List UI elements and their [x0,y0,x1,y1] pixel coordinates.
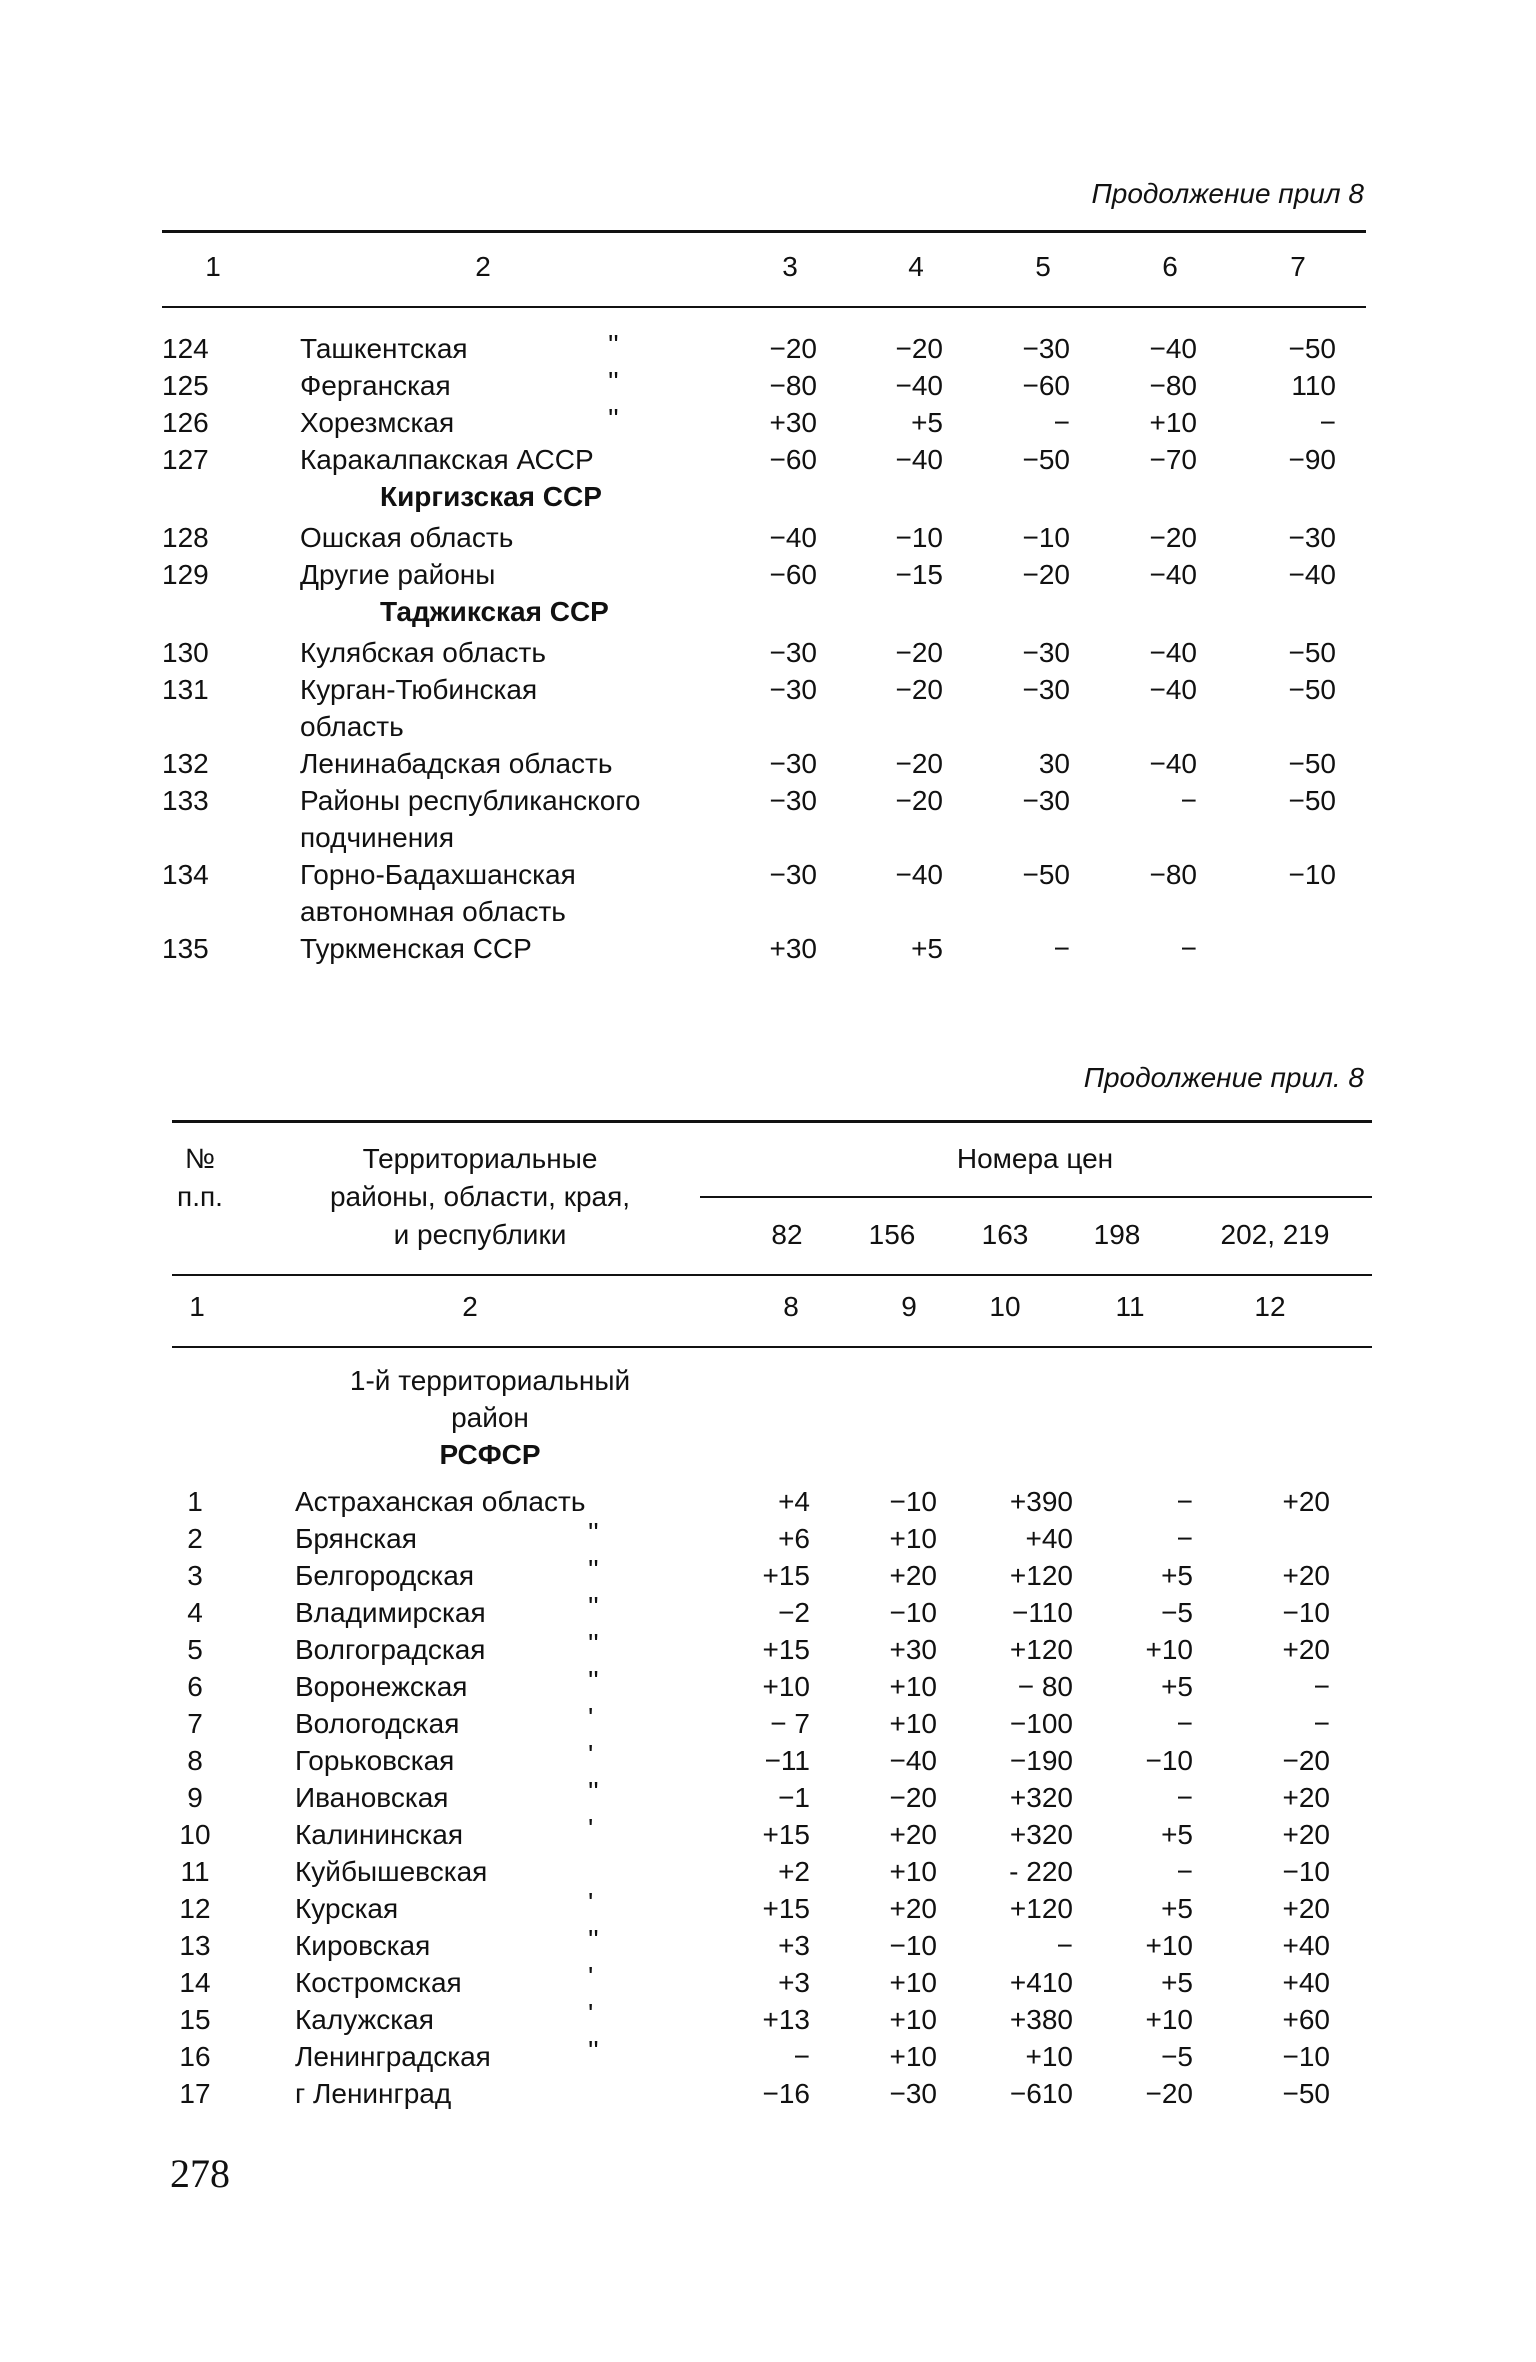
value-cell: −20 [895,333,943,364]
row-number: 12 [179,1893,211,1924]
row-number: 10 [179,1819,211,1850]
table-top-rule [172,1120,1372,1123]
value-cell: −10 [1282,2041,1330,2072]
value-cell: −20 [895,785,943,816]
ditto-mark: ' [588,1961,594,1992]
value-cell: −30 [1022,674,1070,705]
value-cell: −40 [1149,333,1197,364]
value-cell: +3 [778,1930,810,1961]
ditto-mark: '' [588,1776,599,1807]
value-cell: +6 [778,1523,810,1554]
region-name: подчинения [300,822,454,853]
value-cell: +15 [762,1893,810,1924]
value-cell: +20 [1282,1782,1330,1813]
value-cell: −20 [889,1782,937,1813]
value-cell: +40 [1282,1967,1330,1998]
value-cell: +380 [1009,2004,1073,2035]
value-cell: −20 [1145,2078,1193,2109]
head-region-line-1: Территориальные [362,1143,598,1174]
value-cell: − [1053,407,1070,438]
value-cell: +10 [889,1671,937,1702]
value-cell: −40 [1149,637,1197,668]
row-number: 135 [162,933,209,964]
value-cell: +5 [911,933,943,964]
value-cell: −10 [1288,859,1336,890]
column-number: 8 [783,1291,799,1322]
value-cell: −10 [889,1597,937,1628]
value-cell: +40 [1282,1930,1330,1961]
page-number: 278 [170,2151,230,2196]
column-number-rule [172,1346,1372,1348]
column-number: 9 [901,1291,917,1322]
region-name: Курская [295,1893,399,1924]
value-cell: − 80 [1017,1671,1073,1702]
value-cell: −40 [895,370,943,401]
value-cell: −190 [1009,1745,1073,1776]
section-title: район [451,1402,529,1433]
value-cell: −50 [1288,785,1336,816]
region-name: область [300,711,404,742]
region-name: Куйбышевская [295,1856,488,1887]
region-name: Каракалпакская АССР [300,444,594,475]
value-cell: −30 [1022,785,1070,816]
value-cell: −20 [769,333,817,364]
value-cell: −80 [769,370,817,401]
ditto-mark: ' [588,1739,594,1770]
ditto-mark: ' [588,1813,594,1844]
value-cell: +5 [1161,1893,1193,1924]
value-cell: −30 [1022,333,1070,364]
value-cell: +10 [889,1967,937,1998]
value-cell: − [1313,1671,1330,1702]
value-cell: +3 [778,1967,810,1998]
region-name: Волгоградская [295,1634,486,1665]
value-cell: −20 [895,637,943,668]
value-cell: +20 [1282,1634,1330,1665]
row-number: 14 [179,1967,211,1998]
region-name: Хорезмская [300,407,455,438]
row-number: 134 [162,859,209,890]
header-rule [162,306,1366,308]
region-name: Костромская [295,1967,462,1998]
value-cell: −2 [778,1597,810,1628]
value-cell: −20 [895,674,943,705]
value-cell: +5 [1161,1560,1193,1591]
region-name: Белгородская [295,1560,474,1591]
value-cell: +20 [1282,1819,1330,1850]
value-cell: −80 [1149,859,1197,890]
value-cell: −10 [895,522,943,553]
ditto-mark: '' [588,1554,599,1585]
value-cell: − [1176,1486,1193,1517]
region-name: Туркменская ССР [300,933,532,964]
region-name: Воронежская [295,1671,468,1702]
value-cell: +13 [762,2004,810,2035]
price-column-header: 198 [1093,1219,1141,1250]
value-cell: +30 [889,1634,937,1665]
table-top-rule [162,230,1366,233]
row-number: 133 [162,785,209,816]
value-cell: −40 [1288,559,1336,590]
column-number: 11 [1115,1291,1145,1322]
row-number: 17 [179,2078,211,2109]
value-cell: −30 [769,637,817,668]
value-cell: +15 [762,1634,810,1665]
ditto-mark: '' [588,2035,599,2066]
value-cell: +5 [1161,1967,1193,1998]
value-cell: −11 [764,1745,810,1776]
column-number: 3 [782,251,798,282]
value-cell: −50 [1288,333,1336,364]
value-cell: −40 [1149,559,1197,590]
column-number: 4 [908,251,924,282]
value-cell: +20 [1282,1560,1330,1591]
column-number: 5 [1035,251,1051,282]
column-number: 2 [462,1291,478,1322]
value-cell: −10 [1282,1597,1330,1628]
row-number: 8 [187,1745,203,1776]
value-cell: +30 [769,407,817,438]
value-cell: −50 [1288,674,1336,705]
value-cell: −30 [1288,522,1336,553]
price-header-rule [700,1196,1372,1198]
value-cell: − [1176,1782,1193,1813]
value-cell: −10 [889,1486,937,1517]
ditto-mark: '' [588,1517,599,1548]
value-cell: −50 [1288,748,1336,779]
value-cell: −50 [1022,444,1070,475]
value-cell: − 7 [770,1708,810,1739]
value-cell: +10 [889,1708,937,1739]
value-cell: − [1176,1523,1193,1554]
column-number: 7 [1290,251,1306,282]
value-cell: +40 [1025,1523,1073,1554]
region-name: Ферганская [300,370,451,401]
region-name: Ташкентская [300,333,468,364]
value-cell: −610 [1009,2078,1073,2109]
value-cell: +10 [1145,2004,1193,2035]
value-cell: −30 [889,2078,937,2109]
value-cell: −70 [1149,444,1197,475]
value-cell: −90 [1288,444,1336,475]
table-caption: Продолжение прил. 8 [1083,1062,1364,1093]
row-number: 125 [162,370,209,401]
row-number: 6 [187,1671,203,1702]
row-number: 132 [162,748,209,779]
value-cell: −16 [762,2078,810,2109]
value-cell: 110 [1291,370,1336,401]
value-cell: −30 [769,785,817,816]
region-name: Калужская [295,2004,434,2035]
row-number: 11 [180,1856,210,1887]
value-cell: − [1180,785,1197,816]
section-title: РСФСР [439,1439,541,1470]
price-column-header: 156 [868,1219,916,1250]
value-cell: −30 [769,859,817,890]
region-name: Другие районы [300,559,496,590]
region-name: Ленинабадская область [300,748,613,779]
row-number: 124 [162,333,209,364]
value-cell: − [1180,933,1197,964]
region-name: Калининская [295,1819,464,1850]
value-cell: −60 [1022,370,1070,401]
price-column-header: 163 [981,1219,1029,1250]
value-cell: − [793,2041,810,2072]
value-cell: −10 [1022,522,1070,553]
value-cell: +120 [1009,1893,1073,1924]
region-name: Районы республиканского [300,785,641,816]
value-cell: +10 [889,2041,937,2072]
value-cell: −10 [1282,1856,1330,1887]
value-cell: −60 [769,444,817,475]
row-number: 15 [179,2004,211,2035]
row-number: 9 [187,1782,203,1813]
value-cell: +320 [1009,1819,1073,1850]
value-cell: −5 [1161,2041,1193,2072]
row-number: 127 [162,444,209,475]
value-cell: +60 [1282,2004,1330,2035]
region-name: автономная область [300,896,566,927]
value-cell: +20 [889,1560,937,1591]
value-cell: −15 [895,559,943,590]
head-number-abbrev: п.п. [177,1181,223,1212]
ditto-mark: '' [588,1924,599,1955]
column-number: 10 [989,1291,1021,1322]
ditto-mark: '' [608,329,619,360]
row-number: 130 [162,637,209,668]
value-cell: −1 [778,1782,810,1813]
value-cell: − [1176,1708,1193,1739]
value-cell: −50 [1288,637,1336,668]
value-cell: +10 [762,1671,810,1702]
ditto-mark: '' [588,1665,599,1696]
section-title: 1-й территориальный [349,1365,631,1396]
region-name: Кировская [295,1930,431,1961]
head-region-line-3: и республики [393,1219,567,1250]
value-cell: +5 [1161,1819,1193,1850]
ditto-mark: ' [588,1702,594,1733]
region-name: Владимирская [295,1597,486,1628]
value-cell: +15 [762,1819,810,1850]
value-cell: − [1176,1856,1193,1887]
price-column-header: 82 [771,1219,803,1250]
value-cell: +10 [1025,2041,1073,2072]
value-cell: −10 [1145,1745,1193,1776]
value-cell: +10 [889,1856,937,1887]
region-name: Горьковская [295,1745,455,1776]
region-name: г Ленинград [295,2078,452,2109]
value-cell: −40 [769,522,817,553]
table-caption: Продолжение прил 8 [1091,178,1364,209]
value-cell: − [1053,933,1070,964]
value-cell: +390 [1009,1486,1073,1517]
ditto-mark: '' [608,366,619,397]
value-cell: +320 [1009,1782,1073,1813]
value-cell: +120 [1009,1560,1073,1591]
column-number: 12 [1254,1291,1286,1322]
value-cell: +20 [1282,1486,1330,1517]
value-cell: +20 [1282,1893,1330,1924]
value-cell: +10 [1149,407,1197,438]
value-cell: −30 [769,674,817,705]
row-number: 1 [187,1486,203,1517]
value-cell: +2 [778,1856,810,1887]
head-region-line-2: районы, области, края, [329,1181,631,1212]
value-cell: −80 [1149,370,1197,401]
price-column-header: 202, 219 [1220,1219,1330,1250]
region-name: Астраханская область [295,1486,586,1517]
region-name: Вологодская [295,1708,460,1739]
value-cell: −50 [1282,2078,1330,2109]
value-cell: +5 [911,407,943,438]
region-name: Ленинградская [295,2041,491,2072]
header-rule [172,1274,1372,1276]
row-number: 5 [187,1634,203,1665]
value-cell: +15 [762,1560,810,1591]
row-number: 4 [187,1597,203,1628]
head-price-numbers: Номера цен [956,1143,1114,1174]
value-cell: +30 [769,933,817,964]
row-number: 128 [162,522,209,553]
region-name: Ошская область [300,522,514,553]
value-cell: +410 [1009,1967,1073,1998]
column-number: 1 [189,1291,205,1322]
ditto-mark: '' [588,1591,599,1622]
value-cell: +120 [1009,1634,1073,1665]
row-number: 126 [162,407,209,438]
section-title: Киргизская ССР [380,481,602,512]
region-name: Брянская [295,1523,417,1554]
value-cell: +10 [1145,1930,1193,1961]
value-cell: 30 [1038,748,1070,779]
ditto-mark: ' [588,1887,594,1918]
value-cell: −40 [1149,674,1197,705]
value-cell: − [1319,407,1336,438]
value-cell: −30 [769,748,817,779]
value-cell: +10 [1145,1634,1193,1665]
value-cell: +10 [889,1523,937,1554]
value-cell: −10 [889,1930,937,1961]
value-cell: +20 [889,1893,937,1924]
ditto-mark: ' [588,1998,594,2029]
value-cell: −40 [889,1745,937,1776]
value-cell: −40 [895,444,943,475]
row-number: 131 [162,674,209,705]
column-number: 6 [1162,251,1178,282]
region-name: Ивановская [295,1782,449,1813]
head-number-symbol: № [184,1143,216,1174]
value-cell: − [1313,1708,1330,1739]
value-cell: −40 [895,859,943,890]
region-name: Горно-Бадахшанская [300,859,576,890]
ditto-mark: '' [608,403,619,434]
value-cell: −20 [895,748,943,779]
section-title: Таджикская ССР [380,596,609,627]
value-cell: +10 [889,2004,937,2035]
value-cell: - 220 [1009,1856,1073,1887]
ditto-mark: '' [588,1628,599,1659]
region-name: Кулябская область [300,637,546,668]
value-cell: +20 [889,1819,937,1850]
value-cell: +4 [778,1486,810,1517]
column-number: 1 [205,251,221,282]
value-cell: −60 [769,559,817,590]
value-cell: −50 [1022,859,1070,890]
value-cell: − [1056,1930,1073,1961]
value-cell: −20 [1282,1745,1330,1776]
column-number: 2 [475,251,491,282]
value-cell: −110 [1012,1597,1073,1628]
row-number: 3 [187,1560,203,1591]
row-number: 16 [179,2041,211,2072]
value-cell: −40 [1149,748,1197,779]
value-cell: −20 [1149,522,1197,553]
region-name: Курган-Тюбинская [300,674,538,705]
value-cell: −30 [1022,637,1070,668]
row-number: 129 [162,559,209,590]
value-cell: −5 [1161,1597,1193,1628]
value-cell: −20 [1022,559,1070,590]
value-cell: −100 [1009,1708,1073,1739]
row-number: 13 [179,1930,211,1961]
row-number: 2 [187,1523,203,1554]
row-number: 7 [187,1708,203,1739]
value-cell: +5 [1161,1671,1193,1702]
